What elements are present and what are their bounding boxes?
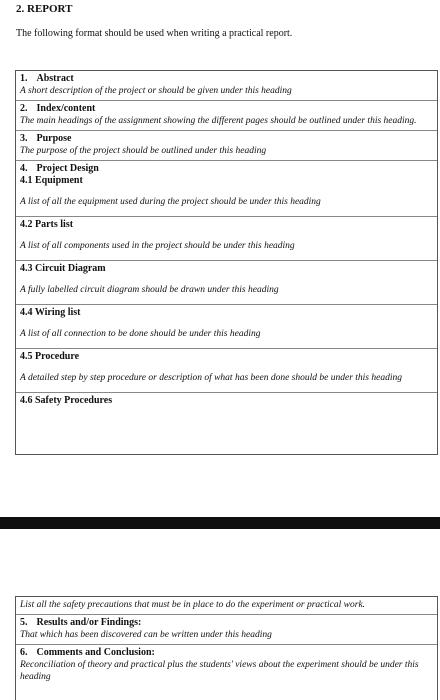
section-number: 2.: [20, 103, 28, 114]
subsection-heading: 4.4 Wiring list: [20, 307, 81, 318]
section-number: 1.: [20, 73, 28, 84]
subsection-heading: 4.6 Safety Procedures: [20, 395, 113, 406]
section-description: That which has been discovered can be written under this heading: [20, 630, 272, 640]
section-safety-description: [16, 597, 437, 614]
section-heading: [20, 73, 433, 85]
section-circuit-diagram: [16, 260, 437, 304]
section-comments: [16, 644, 437, 686]
section-parts-list: [16, 216, 437, 260]
section-description: A short description of the project or should be given under this heading: [20, 86, 292, 96]
section-heading-text: Comments and Conclusion:: [36, 647, 155, 658]
section-wiring-list: [16, 304, 437, 348]
subsection-heading: 4.3 Circuit Diagram: [20, 263, 106, 274]
subsection-heading: 4.2 Parts list: [20, 219, 74, 230]
section-heading: [20, 103, 433, 115]
section-heading-text: Index/content: [36, 103, 96, 114]
section-description: The main headings of the assignment showing the different pages should be outlined under this heading.: [20, 116, 417, 126]
report-title: 2. REPORT: [16, 3, 73, 15]
subsection-description: A list of all the equipment used during the project should be under this heading: [20, 197, 321, 207]
subsection-description: A list of all components used in the project should be under this heading: [20, 241, 295, 251]
section-description: List all the safety precautions that must be in place to do the experiment or practical work.: [20, 600, 366, 610]
section-description: Reconciliation of theory and practical plus the students' views about the experiment should be under this heading: [20, 660, 419, 682]
section-heading-text: Abstract: [36, 73, 74, 84]
subsection-description: A detailed step by step procedure or description of what has been done should be under this heading: [20, 373, 402, 383]
section-safety-procedures: [16, 392, 437, 410]
subsection-heading: 4.5 Procedure: [20, 351, 80, 362]
page-break-band: [0, 517, 440, 529]
section-index: [16, 100, 437, 130]
section-abstract: [16, 71, 437, 100]
section-heading: [20, 133, 433, 145]
section-heading-text: Purpose: [36, 133, 72, 144]
report-intro: The following format should be used when writing a practical report.: [16, 28, 293, 39]
section-heading: [20, 647, 433, 659]
section-number: 4.: [20, 163, 28, 174]
subsection-heading: 4.1 Equipment: [20, 175, 83, 186]
section-heading: [20, 617, 433, 629]
subsection-description: A list of all connection to be done should be under this heading: [20, 329, 261, 339]
section-number: 3.: [20, 133, 28, 144]
subsection-description: A fully labelled circuit diagram should be drawn under this heading: [20, 285, 279, 295]
section-heading: [20, 163, 433, 175]
section-heading-text: Results and/or Findings:: [36, 617, 142, 628]
section-number: 6.: [20, 647, 28, 658]
report-format-table-continued: [15, 596, 438, 700]
section-purpose: [16, 130, 437, 160]
section-project-design: [16, 160, 437, 216]
section-procedure: [16, 348, 437, 392]
report-format-table: [15, 70, 438, 455]
section-description: The purpose of the project should be outlined under this heading: [20, 146, 267, 156]
section-results: [16, 614, 437, 644]
section-heading-text: Project Design: [36, 163, 99, 174]
section-number: 5.: [20, 617, 28, 628]
